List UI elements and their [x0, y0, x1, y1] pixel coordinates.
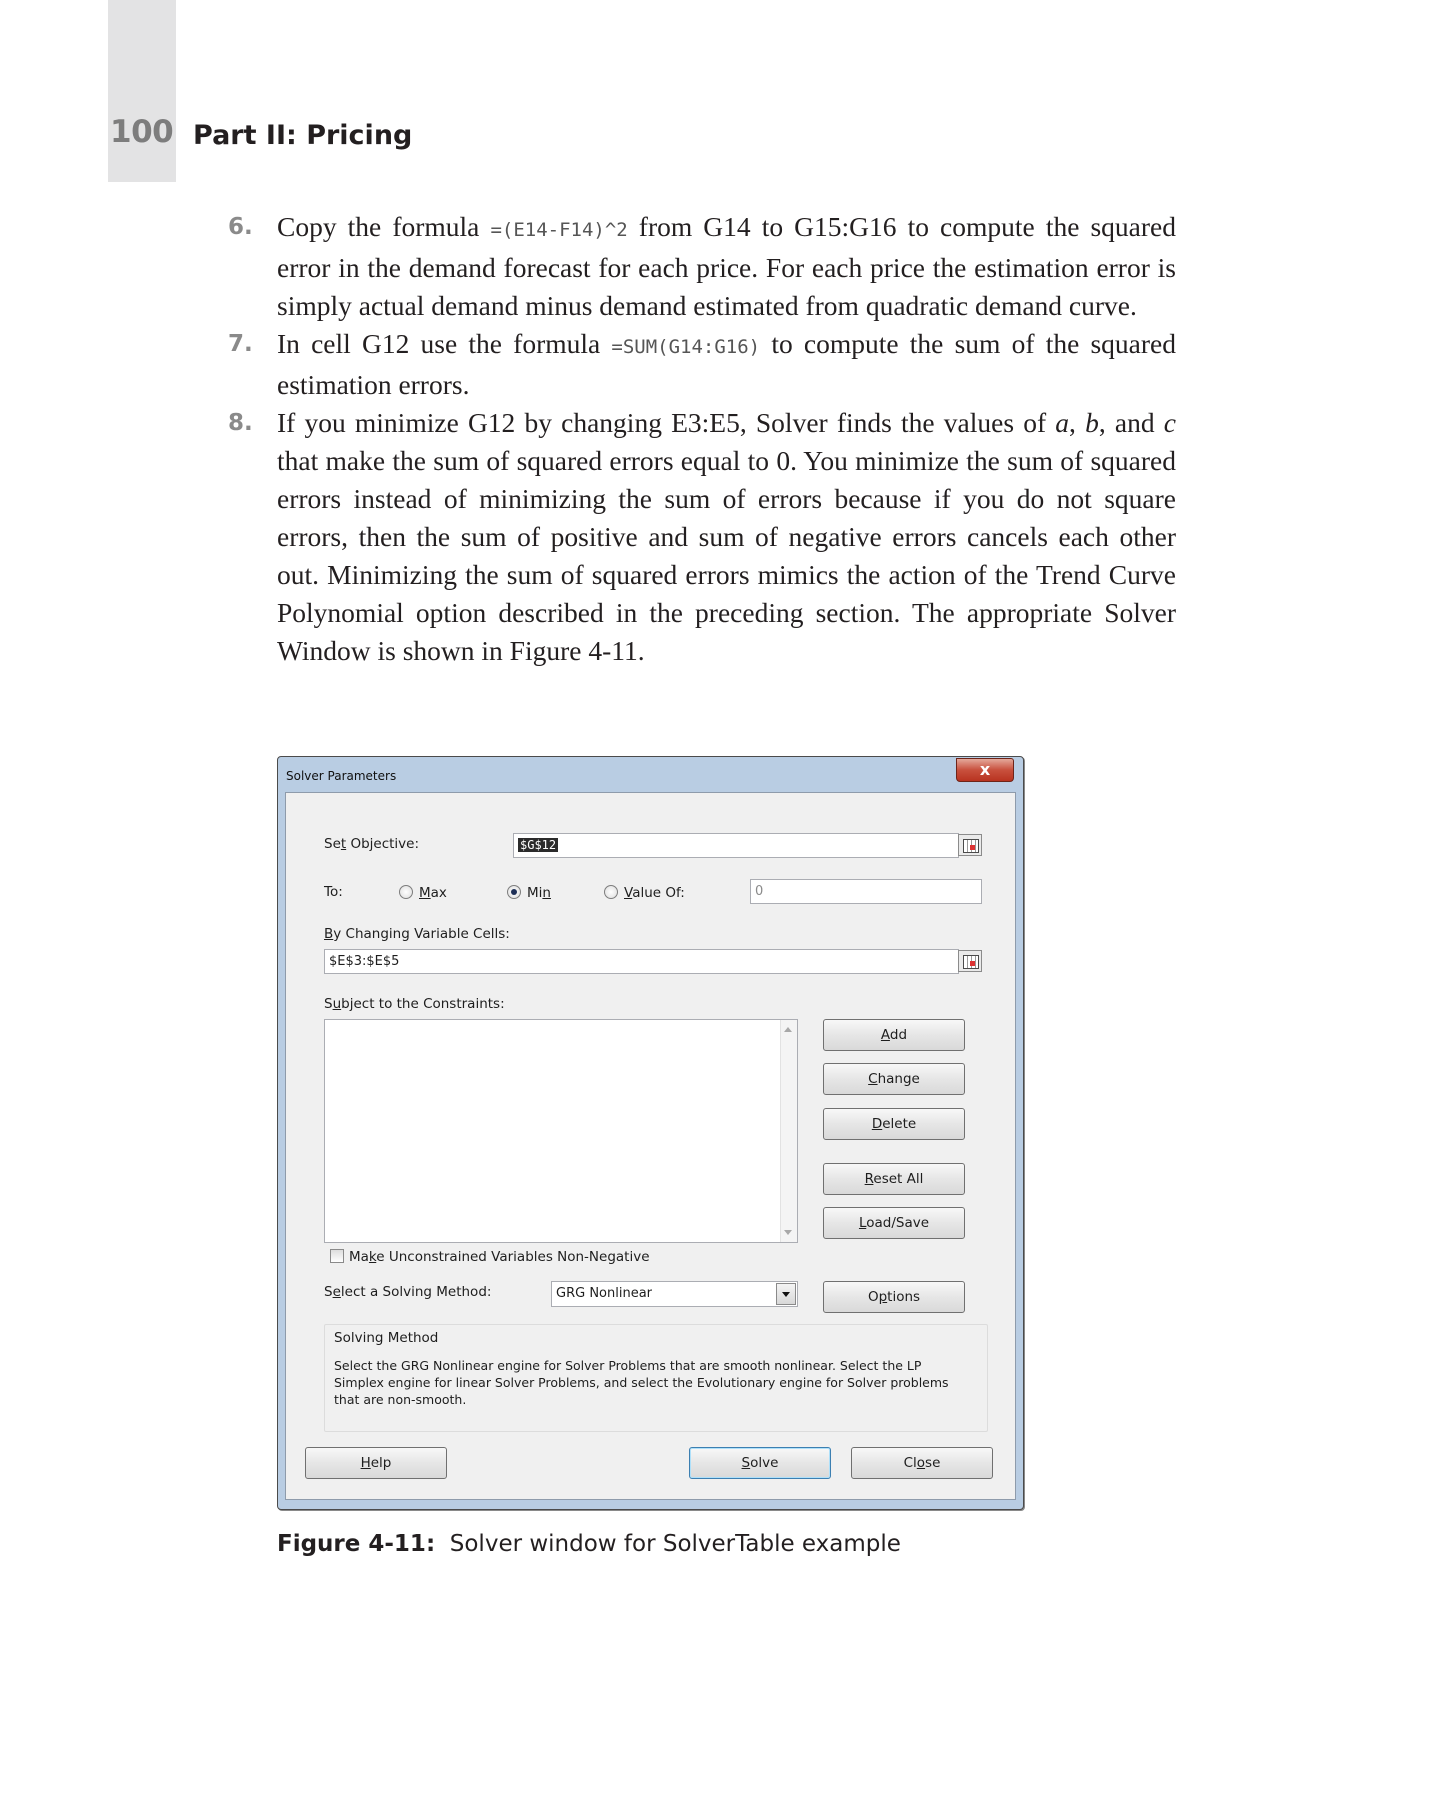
dialog-client-area	[285, 792, 1016, 1500]
constraints-list[interactable]	[324, 1019, 798, 1243]
formula-code: =(E14-F14)^2	[490, 219, 628, 241]
step-number: 8.	[228, 410, 253, 436]
objective-range-button[interactable]	[958, 834, 982, 856]
help-button[interactable]: Help	[305, 1447, 447, 1479]
constraints-label: Subject to the Constraints:	[324, 996, 505, 1012]
scroll-up-arrow-icon	[784, 1027, 792, 1032]
close-icon: x	[979, 760, 991, 779]
options-button[interactable]: Options	[823, 1281, 965, 1313]
figure-label: Figure 4-11:	[277, 1531, 436, 1557]
formula-code: =SUM(G14:G16)	[611, 336, 761, 358]
non-negative-checkbox[interactable]	[330, 1249, 344, 1263]
set-objective-label: Set Objective:	[324, 836, 420, 852]
solve-button[interactable]: Solve	[689, 1447, 831, 1479]
scroll-down-arrow-icon	[784, 1230, 792, 1235]
min-radio[interactable]	[507, 885, 521, 899]
reset-all-button[interactable]: Reset All	[823, 1163, 965, 1195]
constraints-scrollbar[interactable]	[780, 1020, 797, 1242]
changing-cells-range-button[interactable]	[958, 950, 982, 972]
load-save-button[interactable]: Load/Save	[823, 1207, 965, 1239]
close-button[interactable]: Close	[851, 1447, 993, 1479]
dialog-title: Solver Parameters	[286, 769, 397, 783]
set-objective-input[interactable]: $G$12	[513, 833, 959, 858]
step-7: 7. In cell G12 use the formula =SUM(G14:G16) to compute the sum of the squared estimation errors.	[228, 325, 1176, 404]
solving-method-group-title: Solving Method	[334, 1330, 439, 1346]
value-of-input[interactable]: 0	[750, 879, 982, 904]
max-radio[interactable]	[399, 885, 413, 899]
step-number: 7.	[228, 331, 253, 357]
add-button[interactable]: Add	[823, 1019, 965, 1051]
step-number: 6.	[228, 214, 253, 240]
to-label: To:	[324, 884, 343, 900]
changing-cells-input[interactable]: $E$3:$E$5	[324, 949, 959, 974]
running-head: Part II: Pricing	[193, 120, 413, 151]
figure-caption-text: Solver window for SolverTable example	[449, 1531, 901, 1557]
delete-button[interactable]: Delete	[823, 1108, 965, 1140]
solver-parameters-dialog	[277, 756, 1024, 1510]
page-number: 100	[110, 114, 174, 150]
value-of-label: Value Of:	[624, 885, 685, 901]
non-negative-label: Make Unconstrained Variables Non-Negative	[349, 1249, 650, 1265]
range-select-icon	[963, 955, 979, 969]
min-label: Min	[527, 885, 551, 901]
solving-method-label: Select a Solving Method:	[324, 1284, 492, 1300]
chevron-down-icon[interactable]	[776, 1283, 796, 1305]
page-number-tab	[108, 0, 176, 182]
solving-method-description: Select the GRG Nonlinear engine for Solver Problems that are smooth nonlinear. Select the LP Simplex engine for linear Solver Problems, and select the Evolutionary engine for Solver problems that are non-smooth.	[334, 1358, 949, 1407]
max-label: Max	[419, 885, 447, 901]
step-8: 8. If you minimize G12 by changing E3:E5, Solver finds the values of a, b, and c that make the sum of squared errors equal to 0. You minimize the sum of squared errors instead of minimizing the sum of errors because if you do not square errors, then the sum of positive and sum of negative errors cancels each other out. Minimizing the sum of squared errors mimics the action of the Trend Curve Polynomial option described in the preceding section. The appropriate Solver Window is shown in Figure 4-11.	[228, 404, 1176, 670]
step-6: 6. Copy the formula =(E14-F14)^2 from G14 to G15:G16 to compute the squared error in the demand forecast for each price. For each price the estimation error is simply actual demand minus demand estimated from quadratic demand curve.	[228, 208, 1176, 325]
figure-caption	[277, 1531, 901, 1557]
value-of-radio[interactable]	[604, 885, 618, 899]
steps-list	[228, 208, 1176, 670]
range-select-icon	[963, 839, 979, 853]
close-window-button[interactable]	[956, 758, 1014, 782]
change-button[interactable]: Change	[823, 1063, 965, 1095]
solving-method-select[interactable]: GRG Nonlinear	[551, 1281, 798, 1307]
changing-cells-label: By Changing Variable Cells:	[324, 926, 510, 942]
